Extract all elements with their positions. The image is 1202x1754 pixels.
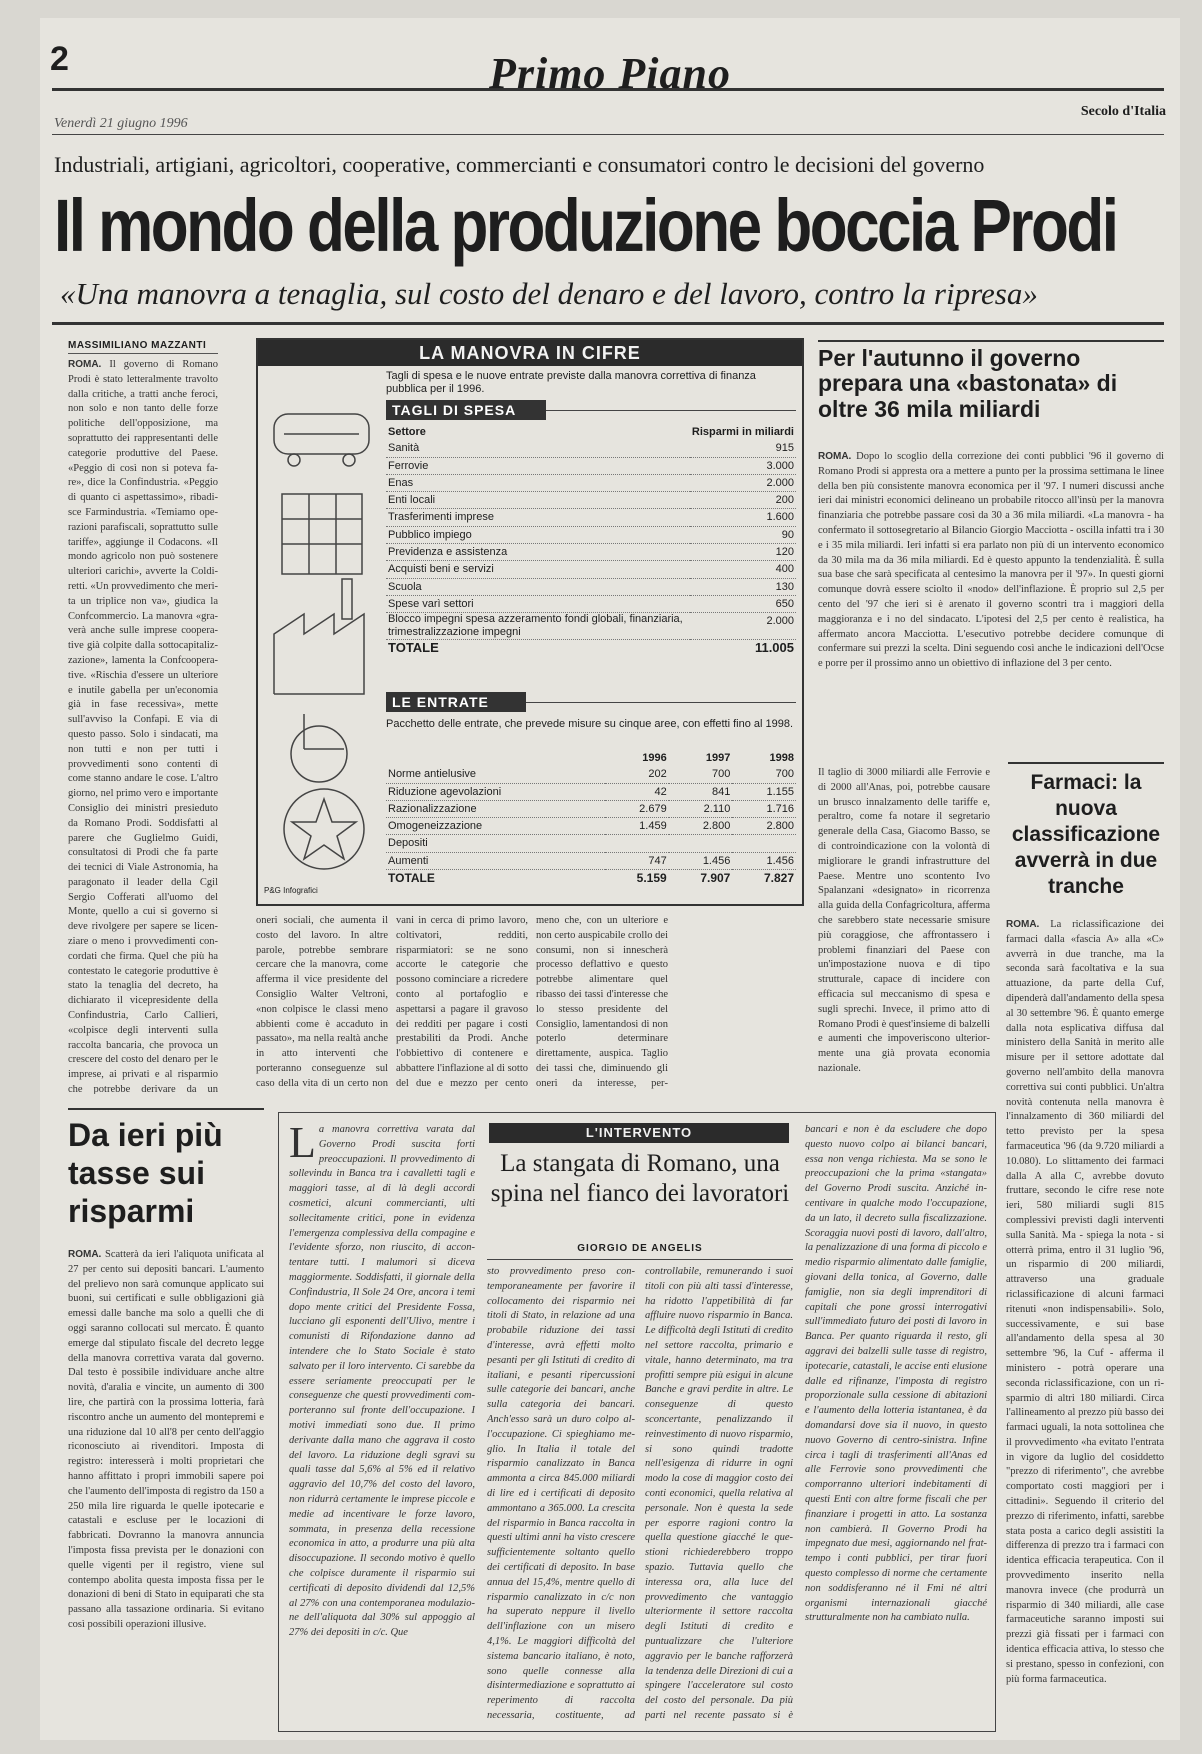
savings-headline: Da ieri più tasse sui risparmi <box>68 1117 223 1229</box>
figures-credit: P&G Infografici <box>264 886 318 895</box>
cuts-col-sector: Settore <box>388 426 426 438</box>
train-illustration-icon <box>274 414 369 466</box>
cuts-title-rule <box>546 410 796 411</box>
editorial-byline-rule <box>487 1259 793 1260</box>
revenue-header-row <box>386 750 796 766</box>
revenue-1997 <box>669 835 733 852</box>
figures-box-title: LA MANOVRA IN CIFRE <box>258 340 802 366</box>
main-kicker: Industriali, artigiani, agricoltori, cooperative, commercianti e consumatori contro le decisioni del governo <box>54 152 985 177</box>
cuts-value: 2.000 <box>690 474 796 491</box>
cuts-col-savings: Risparmi in miliardi <box>691 426 794 438</box>
cuts-total-row <box>386 640 796 657</box>
cuts-value: 915 <box>690 440 796 457</box>
figures-intro: Tagli di spesa e le nuove entrate previste dalla manovra correttiva di finanza pubblica per il 1996. <box>386 370 756 395</box>
cuts-sector: Scuola <box>386 578 690 595</box>
cuts-title: TAGLI DI SPESA <box>386 400 546 420</box>
editorial-dropcap: L <box>289 1123 316 1167</box>
main-article-col2 <box>256 914 388 1094</box>
revenue-body <box>386 766 796 869</box>
pharma-lead: ROMA. <box>1006 919 1040 930</box>
cuts-row <box>386 509 796 526</box>
illustrations-column <box>264 374 384 874</box>
cuts-sector: Blocco impegni spesa azzeramento fondi globali, finanziaria, trimestralizzazione impegni <box>386 613 690 640</box>
revenue-1996: 202 <box>605 766 669 783</box>
cuts-value: 120 <box>690 544 796 561</box>
editorial-box <box>278 1112 996 1732</box>
editorial-col3-text: bancari e non è da escludere che dopo questo nuovo colpo ai bilanci bancari, essa non venga richiesta. Ma se sono le preoccupazioni che la prima «stangata» del Governo Prodi suscita. Anziché incentivare in qualche modo l'occupazione, da un lato, il decreto sulla fiscalizzazione. Scoraggia nuovi posti di lavoro, dall'altro, la penalizzazione di una forma di piccolo e medio risparmio alimentato dalle famiglie, giovani della tonica, al Governo, dalle famiglie, non sia degli imprenditori di capitali che pone grossi interrogativi sull'immediato futuro dei posti di lavoro in Banca. Per quanto riguarda il resto, gli aggravi dei balzelli sulle tasse di registro, ipotecarie, catastali, le accise enti elusione dalle ed rifinanze, l'imposta di registro proporzionale sulla cessione di abitazioni e l'aumento della lotteria istantanea, è da domandarsi dove sia il nuovo, in questo nuovo Governo di centro-sinistra. Infine circa i tagli di trasferimenti all'Anas ed alle Ferrovie sono provvedimenti che comporranno ulteriori indebitamenti di questi Enti con altre forme fiscali che per finanziare i progetti in atto. La sostanza non cambierà. Il Governo Prodi ha impegnato due mesi, aggiornando nel frattempo i conti pubblici, per tirar fuori questo complesso di norme che certamente non soddisferanno né il Fmi né altri organismi internazionali giacché strutturalmente non ha cambiato nulla. <box>805 1124 987 1624</box>
headline-rule <box>52 322 1164 325</box>
revenue-row <box>386 766 796 783</box>
page-date: Venerdì 21 giugno 1996 <box>54 116 188 131</box>
revenue-1998: 2.800 <box>732 818 796 835</box>
cuts-sector: Enas <box>386 474 690 491</box>
autumn-lead: ROMA. <box>818 451 852 462</box>
revenue-row <box>386 783 796 800</box>
editorial-byline: GIORGIO DE ANGELIS <box>577 1243 703 1254</box>
revenue-row <box>386 818 796 835</box>
cuts-row <box>386 526 796 543</box>
main-article-col3 <box>396 914 528 1094</box>
savings-article <box>68 1248 264 1732</box>
main-lead: ROMA. <box>68 359 102 370</box>
savings-text: Scatterà da ieri l'aliquota unificata al 27 per cento sui depositi bancari. L'aumento del prelievo non sarà comunque applicato sui buoni, sui certificati e sulle obbligazioni già emessi dalle banche ma solo a quelli che di oggi saranno collocati sul mercato. È quanto emerge dal stipulato fiscale del decreto legge della manovra correttiva varata dal governo. Dal testo è possibile individuare anche altre novità, d'aralia e vincite, un aumento di 300 lire, che partirà con la prossima lotteria, farà riscontro anche un aumento del montepremi e una riduzione dal 10 all'8 per cento dell'aggio riconosciuto ai rivenditori. Imposta di registro: interesserà i molti proprietari che hanno affittato i propri immobili sapere poi che l'aumento dell'imposta di registro da 150 a 250 mila lire riguarda le quelle ipotecarie e catastali e escluse per le locazioni di fabbricati. Dovranno la manovra annuncia l'imposta fissa prevista per le donazioni con quelle vigenti per il registro, viene sul contempo abolita questa imposta fissa per le donazioni di beni di Stato in equiparati che sta passano alla tassazione ordinaria. Si evitano così possibili operazioni illusive. <box>68 1249 264 1630</box>
cuts-total-value: 11.005 <box>754 640 794 656</box>
cuts-sector: Trasferimenti imprese <box>386 509 690 526</box>
cuts-row <box>386 440 796 457</box>
revenue-intro: Pacchetto delle entrate, che prevede misure su cinque aree, con effetti fino al 1998. <box>386 718 794 730</box>
revenue-total-1997: 7.907 <box>700 871 731 886</box>
cuts-row <box>386 561 796 578</box>
revenue-total-1998: 7.827 <box>763 871 794 886</box>
editorial-intro-text: a manovra correttiva varata dal Governo Prodi suscita forti preoccupazioni. Il provvedimento di sollevindu in Banca tra i cavalletti tagli e maggiori tasse, al di là degli accordi cosmetici, alcuni commercianti, ulti sollecitamente critici, pone in evidenza l'emergenza complessiva della compagine e l'evidente sforzo, non riuscito, di accontentare tutti. I malumori si diceva maggiormente. Soddisfatti, il giornale della Confindustria, Il Sole 24 Ore, ancora i temi dopo mente critici del Presidente Fossa, lucciano gli esponenti dell'Ulivo, mentre i comunisti di Rifondazione danno ad intendere che lo Stato Sociale è stato salvato per il loro intervento. Ci sarebbe da essere seriamente preoccupati per le conseguenze che questi provvedimenti comporteranno sul fronte dell'occupazione. I motivi immediati sono due. Il primo derivante dalla mano che aggrava il costo del lavoro. La riduzione degli sgravi su quali tasse dal 5,6% al 5% ed il relativo aggravio del 10,7% del costo del lavoro, non ridurrà certamente le imprese piccole e medie ad incentivare le forze lavoro, sommata, in presenza della recessione economica in atto, a produrre una più alta disoccupazione. Il secondo motivo è quello che colpisce duramente il risparmio sui certificati di deposito dividendi dal 12,5% al 27% con una contemporanea modulazione dell'aliquota dal 30% sul appoggio al 27% dei depositi in c/c. Que <box>289 1124 475 1639</box>
main-subheadline: «Una manovra a tenaglia, sul costo del denaro e del lavoro, contro la ripresa» <box>60 276 1038 311</box>
revenue-1998: 700 <box>732 766 796 783</box>
cuts-sector: Pubblico impiego <box>386 526 690 543</box>
revenue-1997: 841 <box>669 783 733 800</box>
revenue-total-row <box>386 870 796 887</box>
revenue-1996: 2.679 <box>605 800 669 817</box>
autumn-article <box>818 450 1164 756</box>
editorial-col0 <box>289 1123 475 1723</box>
revenue-title-rule <box>526 702 796 703</box>
revenue-table-wrap <box>386 750 796 886</box>
revenue-item: Razionalizzazione <box>386 800 605 817</box>
autumn-headline: Per l'autunno il governo prepara una «bastonata» di oltre 36 mila miliardi <box>818 345 1118 422</box>
pharma-text: La riclassificazione dei farmaci dalla «fascia A» alla «C» avverrà in due tranche, ma la seconda sarà facoltativa e la sua attuazione, da parte della Cuf, dipenderà dall'andamento della spesa al 30 settembre '96. È quanto emerge dalla nota esplicativa diffusa dal ministero della Sanità in merito alle misure per il settore adottate dal governo nell'ambito della manovra correttiva sui conti pubblici. Un'altra novità contenuta nella manovra è l'innalzamento di 360 miliardi del tetto previsto per la spesa farmaceutica '96 (da 9.720 miliardi a 10.080). Lo slittamento dei farmaci dalla A alla C, avrebbe dovuto fruttare, secondo le cifre rese note ieri, 580 miliardi sugli 815 complessivi previsti dagli interventi sulla Sanità. Ma - spiega la nota - si otterrà prima, entro il 31 luglio '96, un risparmio di 200 miliardi, attraverso una graduale riclassificazione di alcuni farmaci ritenuti «non indispensabili». Solo, successivamente, e sui base all'andamento della spesa al 30 settembre '96, la Cuf - afferma il ministero - potrà operare una seconda riclassificazione, con un risparmio di altri 180 miliardi. Circa l'allineamento al prezzo più basso dei farmaci uguali, la nota sottolinea che il provvedimento «ha evitato l'entrata in vigore da luglio del cosiddetto "prezzo di riferimento", che avrebbe comportato costi maggiori per i cittadini». Seguendo il criterio del prezzo di riferimento, infatti, sarebbe stata posta a carico degli assistiti la differenza di prezzo tra i farmaci con identica efficacia terapeutica. Con il provvedimento inserito nella manovra invece (che produrrà un risparmio di 340 miliardi, alle case farmaceutiche saranno imposti sui prezzi già fissati per i farmaci con identica efficacia attiva, lo stesso che si prestano, spesso in confezioni, con più forma farmaceutica. <box>1006 919 1164 1685</box>
year-1998: 1998 <box>769 752 794 764</box>
cuts-row <box>386 544 796 561</box>
cuts-header-row <box>386 424 796 440</box>
cuts-value: 200 <box>690 492 796 509</box>
cuts-table-wrap <box>386 424 796 657</box>
main-headline: Il mondo della produzione boccia Prodi <box>54 185 1117 268</box>
revenue-1998 <box>732 835 796 852</box>
savings-lead: ROMA. <box>68 1249 102 1260</box>
cuts-sector: Sanità <box>386 440 690 457</box>
figures-box <box>256 338 804 906</box>
revenue-1996: 747 <box>605 852 669 869</box>
main-col4-text: meno che, con un ulteriore e non certo auspicabile crollo dei consumi, non si innescherà processo deflattivo e questo potrebbe alimentare quel ribasso dei tassi d'interesse che lo stesso presidente del Consiglio, lamentandosi di non poterlo determinare direttamente, auspica. Taglio dei tassi che, diminuendo gli oneri da interesse, per <box>536 915 668 1089</box>
editorial-col2-text: controllabile, remunerando i suoi titoli con più alti tassi d'interesse, ha ridotto l'appetibilità di far affluire nuovo risparmio in Banca. Le difficoltà degli Istituti di credito nel settore raccolta, primario e vitale, hanno determinato, ma tra profitti sempre più esigui in alcune Banche e gravi perdite in altre. Le conseguenze di questo sconcertante, penalizzando il reinvestimento di nuovo risparmio, si sono quindi tradotte nell'esigenza di ridurre in ogni modo la cose di maggior costo dei conti economici, quella relativa al personale. Non è questa la sede per esporre ragioni contro la quella questione giacché le questioni richiederebbero troppo spazio. Tuttavia quello che interessa ora, alla luce del provvedimento che vantaggio ulteriormente il settore raccolta degli Istituti di credito e puntualizzare che l'ulteriore aggravio per le banche rafforzerà la tendenza delle Direzioni di cui a spingere l'acceleratore sul costo del costo del personale. Da più parti nel recente passato si è <box>645 1266 793 1721</box>
cuts-value: 3.000 <box>690 457 796 474</box>
revenue-table <box>386 750 796 886</box>
cuts-row <box>386 492 796 509</box>
revenue-item: Aumenti <box>386 852 605 869</box>
cuts-row <box>386 457 796 474</box>
autumn-col-left-text: Il taglio di 3000 miliardi alle Ferrovie e di 2000 all'Anas, poi, potrebbe causare un brusco innalzamento delle tariffe e, peraltro, come fa notare il segretario generale della Casa, Giacomo Basso, se di controindicazione con la volontà di migliorare le grandi infrastrutture del Paese. Mentre uno scontento Ivo Spalanzani «designato» in ricorrenza alla guida della Confagricoltura, afferma che sarebbero state necessarie smisure più coraggiose, che affrontassero i problemi finanziari del Paese con un'impostazione nuova e di tipo strutturale, capace di incidere con efficacia sul meccanismo di spesa e sugli sprechi. Invece, il primo atto di Romano Prodi è quest'insieme di balzelli e aumenti che impoveriscono ulteriormente una già provata economia nazionale. <box>818 767 990 1074</box>
revenue-total-label: TOTALE <box>388 871 435 886</box>
editorial-col1-text: sto provvedimento preso contemporaneamente per favorire il collocamento dei risparmio nei titoli di Stato, in relazione ad una probabile riduzione dei tassi d'interesse, avrà effetti molto pesanti per gli Istituti di credito di italiani, e pesanti ripercussioni sulle categorie dei bancari, anche sulla categoria dei bancari. Anch'esso sarà un duro colpo all'occupazione. Ci spieghiamo meglio. In Italia il totale del risparmio canalizzato in Banca ammonta a circa 845.000 miliardi di lire ed i certificati di deposito ammontano a 365.000. La crescita del risparmio in Banca raccolta in questi ultimi anni ha visto crescere sufficientemente soltanto quello dei certificati di deposito. In base annua del 15,4%, mentre quello di risparmio canalizzato in c/c non ha superato neppure il livello dell'inflazione con un misero 4,1%. Le maggiori difficoltà del sistema bancario italiano, è noto, sono quelle connesse alla disintermediazione e soprattutto ai reperimento di raccolta necessaria, costituente, ad <box>487 1266 635 1721</box>
cuts-row <box>386 613 796 640</box>
cuts-sector: Spese varì settori <box>386 595 690 612</box>
cuts-value: 130 <box>690 578 796 595</box>
revenue-1997: 1.456 <box>669 852 733 869</box>
cuts-body <box>386 440 796 639</box>
savings-top-rule <box>68 1108 264 1110</box>
editorial-col1 <box>487 1265 635 1723</box>
main-article-col1 <box>68 358 218 1094</box>
cuts-value: 400 <box>690 561 796 578</box>
revenue-item: Depositi <box>386 835 605 852</box>
cuts-row <box>386 578 796 595</box>
cuts-sector: Enti locali <box>386 492 690 509</box>
revenue-col-item <box>386 750 605 766</box>
page-number: 2 <box>50 40 69 78</box>
factory-illustration-icon <box>274 579 364 694</box>
cuts-value: 650 <box>690 595 796 612</box>
revenue-item: Riduzione agevolazioni <box>386 783 605 800</box>
newspaper-page <box>40 18 1180 1740</box>
revenue-1997: 2.110 <box>669 800 733 817</box>
pharma-top-rule <box>1008 762 1164 764</box>
revenue-item: Omogeneizzazione <box>386 818 605 835</box>
revenue-row <box>386 852 796 869</box>
editorial-headline: La stangata di Romano, una spina nel fianco dei lavoratori <box>490 1150 790 1207</box>
pharma-article <box>1006 918 1164 1730</box>
revenue-total-1996: 5.159 <box>636 871 667 886</box>
cuts-total-label: TOTALE <box>388 640 439 656</box>
main-article-col4 <box>536 914 668 1094</box>
cuts-row <box>386 595 796 612</box>
section-title: Primo Piano <box>488 49 732 98</box>
cuts-row <box>386 474 796 491</box>
revenue-1998: 1.155 <box>732 783 796 800</box>
state-emblem-icon <box>284 789 364 869</box>
editorial-col3 <box>805 1123 987 1723</box>
cuts-sector: Acquisti beni e servizi <box>386 561 690 578</box>
autumn-top-rule <box>818 340 1164 342</box>
main-col3-text: vani in cerca di primo lavoro, coltivatori, redditi, risparmiatori: se ne sono accorte le categorie che possono cominciare a ricredere conto al portafoglio e aspettarsi a pagare il gravoso dei redditi per pagare i costi prestabiliti da Prodi. Anche l'obbiettivo di contenere e abbattere l'inflazione al di sotto del due e mezzo per cento <box>396 915 528 1089</box>
main-col1-text: Il governo di Romano Prodi è stato letteralmente travolto dalla critiche, a tratti anche feroci, non solo e non tanto delle forze politiche dell'opposizione, ma soprattutto dei rappresentanti delle categorie produttive del Paese. «Peggio di così non si poteva fare», dice la Confindustria. «Peggio di quanto ci aspettassimo», ribadisce Farmindustria. «Temiamo operazioni parafiscali, soprattutto sulle tariffe», aggiunge il Codacons. «Il mondo agricolo non può sostenere ulteriori carichi», avverte la Coldiretti. «Un provvedimento che merita un triplice non va», giudica la Confcommercio. La manovra «graverà anche sulle imprese cooperative già colpite dalla sottocapitalizzazione», lamenta la Confcooperative. «Rischia d'essere un ulteriore e inutile gabella per un'economia già in fase recessiva», mette sull'avviso la Confapi. E via di questo passo. Solo i sindacati, ma non tutti e non per tutti i provvedimenti sono contenti di come stanno andare le cose. L'altro giorno, nel primo vero e importante Consiglio dei ministri presieduto da Romano Prodi. Soddisfatti al parere che Guglielmo Guidi, consultatosi di Prodi che fa parte dei tecnici di Viale Astronomia, ha paragonato il leader della Cgil Sergio Cofferati all'uomo del Monte, quello a cui si governo si deve rivolgere per sapere se licenziare o meno i provvedimenti concordati che firma. Quel che più ha contestato le categorie produttive è stato la tenaglia del decreto, ha dichiarato il vicepresidente della Confindustria, Carlo Callieri, «colpisce degli interventi sulla raccolta bancaria, che provoca un crescere del costo del denaro per le imprese, ai privati e al risparmio che potrebbe derivare da un <box>68 359 218 1094</box>
main-byline: MASSIMILIANO MAZZANTI <box>68 340 218 354</box>
revenue-1997: 700 <box>669 766 733 783</box>
revenue-1997: 2.800 <box>669 818 733 835</box>
year-1996: 1996 <box>642 752 667 764</box>
autumn-article-col-left <box>818 766 990 1094</box>
cuts-value: 1.600 <box>690 509 796 526</box>
date-rule <box>52 134 1164 135</box>
cuts-value: 2.000 <box>690 613 796 640</box>
revenue-1996: 1.459 <box>605 818 669 835</box>
autumn-text: Dopo lo scoglio della correzione dei conti pubblici '96 il governo di Romano Prodi si appresta ora a mettere a punto per la prossima settimana le linee della ben più consistente manovra economica per il '97. I numeri discussi anche ieri dai ministri economici delineano un probabile ritocco all'insù per la manovra finanziaria che potrebbe passare così da 30 a 36 mila miliardi. «La manovra - ha confermato il sottosegretario al Bilancio Giorgio Macciotta - oscilla infatti tra i 30 e i 35 mila miliardi. Ieri infatti si era parlato non più di un intervento economico da 30 mila ma da 36 mila miliardi. Ed è questo appunto la tendenzialità. È sulla sua base che sarà specificata al centesimo la manovra per il '97». In questi giorni comunque dovrà essere sciolto il «nodo» dell'inflazione. È proprio sul 2,5 per cento del '97 che ieri si è arenato il governo scontri tra i maggiori della maggioranza e i no del sindacato. L'ipotesi del 2,5 per cento è realistica, ha affermato ancora Macciotta. L'esecutivo potrebbe decidere comunque di confermare sui prezzi la scelta. Dini seguendo così anche le indicazioni dell'Ocse e porre per il prossimo anno un obiettivo di inflazione del 3 per cento. <box>818 451 1164 670</box>
editorial-col2 <box>645 1265 793 1723</box>
revenue-row <box>386 800 796 817</box>
revenue-1998: 1.716 <box>732 800 796 817</box>
cuts-sector: Previdenza e assistenza <box>386 544 690 561</box>
revenue-item: Norme antielusive <box>386 766 605 783</box>
revenue-1996: 42 <box>605 783 669 800</box>
main-col2-text: oneri sociali, che aumenta il costo del lavoro. In altre parole, potrebbe sembrare cercare che la manovra, come afferma il vice presidente del Consiglio Walter Veltroni, «non colpisce le classi meno abbienti come è accaduto in passato», ma nella realtà anche in atto interventi che porteranno conseguenze sul caso della vita di un certo non <box>256 915 388 1089</box>
editorial-kicker: L'INTERVENTO <box>489 1123 789 1143</box>
revenue-1996 <box>605 835 669 852</box>
wheelchair-illustration-icon <box>291 714 347 782</box>
revenue-1998: 1.456 <box>732 852 796 869</box>
year-1997: 1997 <box>705 752 731 764</box>
pharma-headline: Farmaci: la nuova classificazione avverrà in due tranche <box>1011 771 1161 898</box>
revenue-row <box>386 835 796 852</box>
cuts-value: 90 <box>690 526 796 543</box>
revenue-title: LE ENTRATE <box>386 692 526 712</box>
cuts-sector: Ferrovie <box>386 457 690 474</box>
hospital-illustration-icon <box>282 494 362 574</box>
cuts-table <box>386 424 796 657</box>
paper-name: Secolo d'Italia <box>1080 104 1166 119</box>
